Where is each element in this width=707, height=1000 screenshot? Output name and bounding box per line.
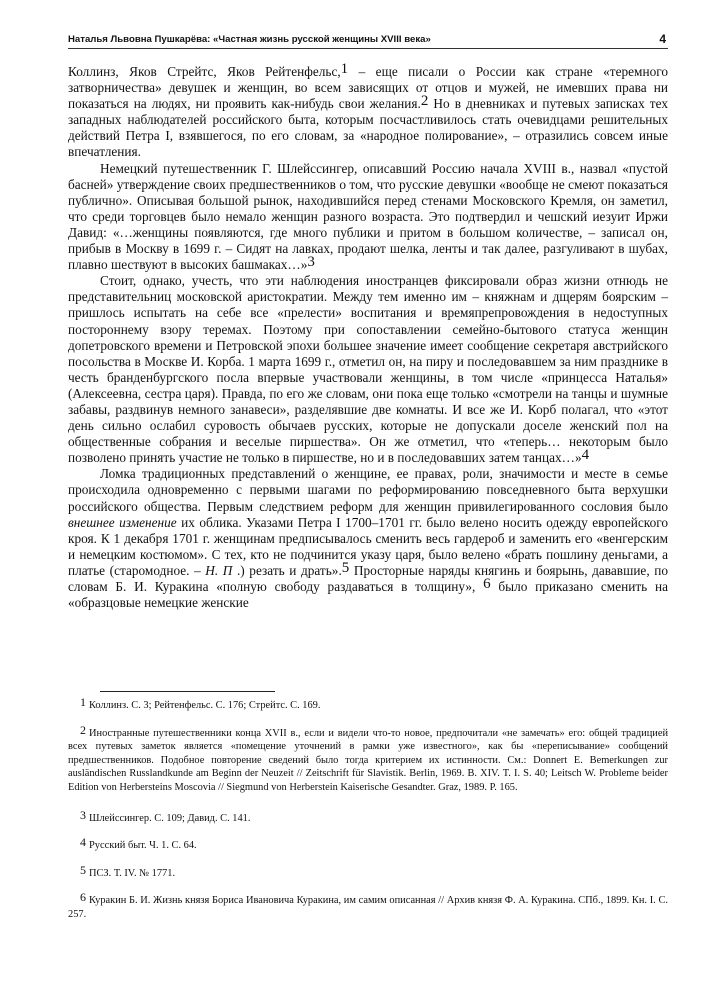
body-paragraph [68,466,668,611]
text-run: было приказано сменить на «образцовые немецкие женские [68,579,668,611]
footnote-number: 1 [80,695,86,709]
footnote [68,807,668,826]
footnote-text: Русский быт. Ч. 1. С. 64. [89,840,197,852]
footnote-number: 4 [80,835,86,850]
footnote-ref[interactable]: 5 [341,559,350,576]
body-paragraph [68,161,668,274]
running-header [68,33,668,49]
footnote [68,695,668,713]
footnote-number: 2 [80,722,86,737]
footnote-text: Иностранные путешественники конца XVII в., если и видели что-то новое, предпочитали «не замечать» его: общей традицией всех путевых заметок является «помещение уточнений в рамки уже известного», как бы «переписывание» сообщений предшественников. Подобное повторение сведений было тогда критерием их истинности. См.: Donnert E. Bemerkungen zur ausländischen Russlandkunde am Beginn der Neuzeit // Zeitschrift für Slavistik. Berlin, 1969. B. XIV. T. I. S. 40; Leitsch W. Probleme beider Edition von Herbersteins Moscovia // Siegmund von Herberstein Kaiserische Gesandter. Graz, 1989. P. 165. [68,727,668,793]
footnote-ref[interactable]: 4 [581,447,590,464]
header-title: Наталья Львовна Пушкарёва: «Частная жизнь русской женщины XVIII века» [68,34,431,45]
main-text [68,61,668,611]
footnote [68,722,668,795]
footnote-number: 6 [80,890,86,905]
body-paragraph [68,61,668,161]
text-run: Ломка традиционных представлений о женщине, ее правах, роли, значимости и месте в семье происходила одновременно с первыми шагами по реформированию повседневного быта верхушки российского общества. Первым следствием реформ для женщин привилегированного сословия было [68,466,668,514]
footnote-ref[interactable]: 6 [483,576,491,592]
footnote-text: Куракин Б. И. Жизнь князя Бориса Ивановича Куракина, им самим описанная // Архив князя Ф. А. Куракина. СПб., 1899. Кн. I. С. 257. [68,895,668,920]
footnote-number: 5 [80,862,86,877]
footnote-text: Коллинз. С. 3; Рейтенфельс. С. 176; Стрейтс. С. 169. [89,700,321,711]
footnote [68,835,668,853]
footnote-number: 3 [80,807,86,822]
text-run: .) резать и драть». [232,562,342,578]
emphasis-text: Н. П [205,562,233,578]
footnote-text: Шлейссингер. С. 109; Давид. С. 141. [89,812,251,824]
text-run: их облика. Указами Петра I 1700–1701 гг. было велено носить одежду европейского кроя. К 1 декабря 1701 г. женщинам предписывалось сменить весь гардероб и заменить его «венгерским и немецким костюмом». С тех, кто не подчинится указу царя, было велено «брать пошлину деньгами, а платье (старомодное. – [68,514,668,578]
text-run: Но в дневниках и путевых записках тех западных наблюдателей российского быта, которым посчастливилось стать очевидцами решительных действий Петра I, взявшегося, по его словам, за «народное полирование», – отразились совсем иные впечатления. [68,96,668,160]
emphasis-text: внешнее изменение [68,514,177,530]
footnotes [68,695,668,936]
page-number: 4 [659,32,666,46]
footnote-ref[interactable]: 2 [420,93,429,110]
text-run: Стоит, однако, учесть, что эти наблюдения иностранцев фиксировали образ жизни отнюдь не представительниц московской аристократии. Между тем именно им – княжнам и дщерям боярским – пришлось испытать на себе все «прелести» воспитания и времяпрепровождения в недоступных постороннему взору теремах. Поэтому при сопоставлении семейно-бытового статуса женщин допетровского времени и Петровской эпохи большее значение имеет сообщение секретаря австрийского посольства в Москве И. Корба. 1 марта 1699 г., отметил он, на пиру и последовавшем за ним празднике в честь бранденбургского посла впервые участвовали женщины, в том числе «принцесса Наталья» (Алексеевна, сестра царя). Правда, по его же словам, они пока еще только «смотрели на танцы и шумные забавы, раздвинув немного занавеси», разделявшие две комнаты. И все же И. Корб полагал, что «этот день сильно ослабил суровость обычаев русских, которые не допускали доселе женский пол на общественные собрания и веселые пиршества». Он же отметил, что «теперь… некоторым было позволено принять участие не только в пиршестве, но и в последовавших затем танцах…» [68,273,668,466]
footnote-ref[interactable]: 3 [307,254,315,271]
footnote-ref[interactable]: 1 [340,61,349,77]
footnote-separator [100,691,275,692]
footnote [68,862,668,881]
footnote [68,890,668,921]
text-run: Просторные наряды княгинь и боярынь, дававшие, по словам Б. И. Куракина «полную свободу раздаваться в толщину», [68,562,668,594]
footnote-text: ПСЗ. Т. IV. № 1771. [89,867,176,879]
text-run: – еще писали о России как стране «теремного затворничества» девушек и женщин, во всем зависящих от отцов и мужей, не имевших права ни показаться на людях, ни проявить как-нибудь свои желания. [68,64,668,112]
body-paragraph [68,273,668,466]
text-run: Немецкий путешественник Г. Шлейссингер, описавший Россию начала XVIII в., назвал «пустой басней» утверждение своих предшественников о том, что русские девушки «вообще не смеют показаться публично». Описывая большой рынок, находившийся перед стенами Московского Кремля, он заметил, что среди торговцев было немало женщин разного возраста. Это подтвердил и чешский иезуит Иржи Давид: «…женщины появляются, где много публики и притом в большом количестве, – записал он, прибыв в Москву в 1699 г. – Сидят на лавках, продают шелка, ленты и так далее, разгуливают в шубах, плавно шествуют в высоких башмаках…» [68,160,668,273]
text-run: Коллинз, Яков Стрейтс, Яков Рейтенфельс, [68,64,341,79]
